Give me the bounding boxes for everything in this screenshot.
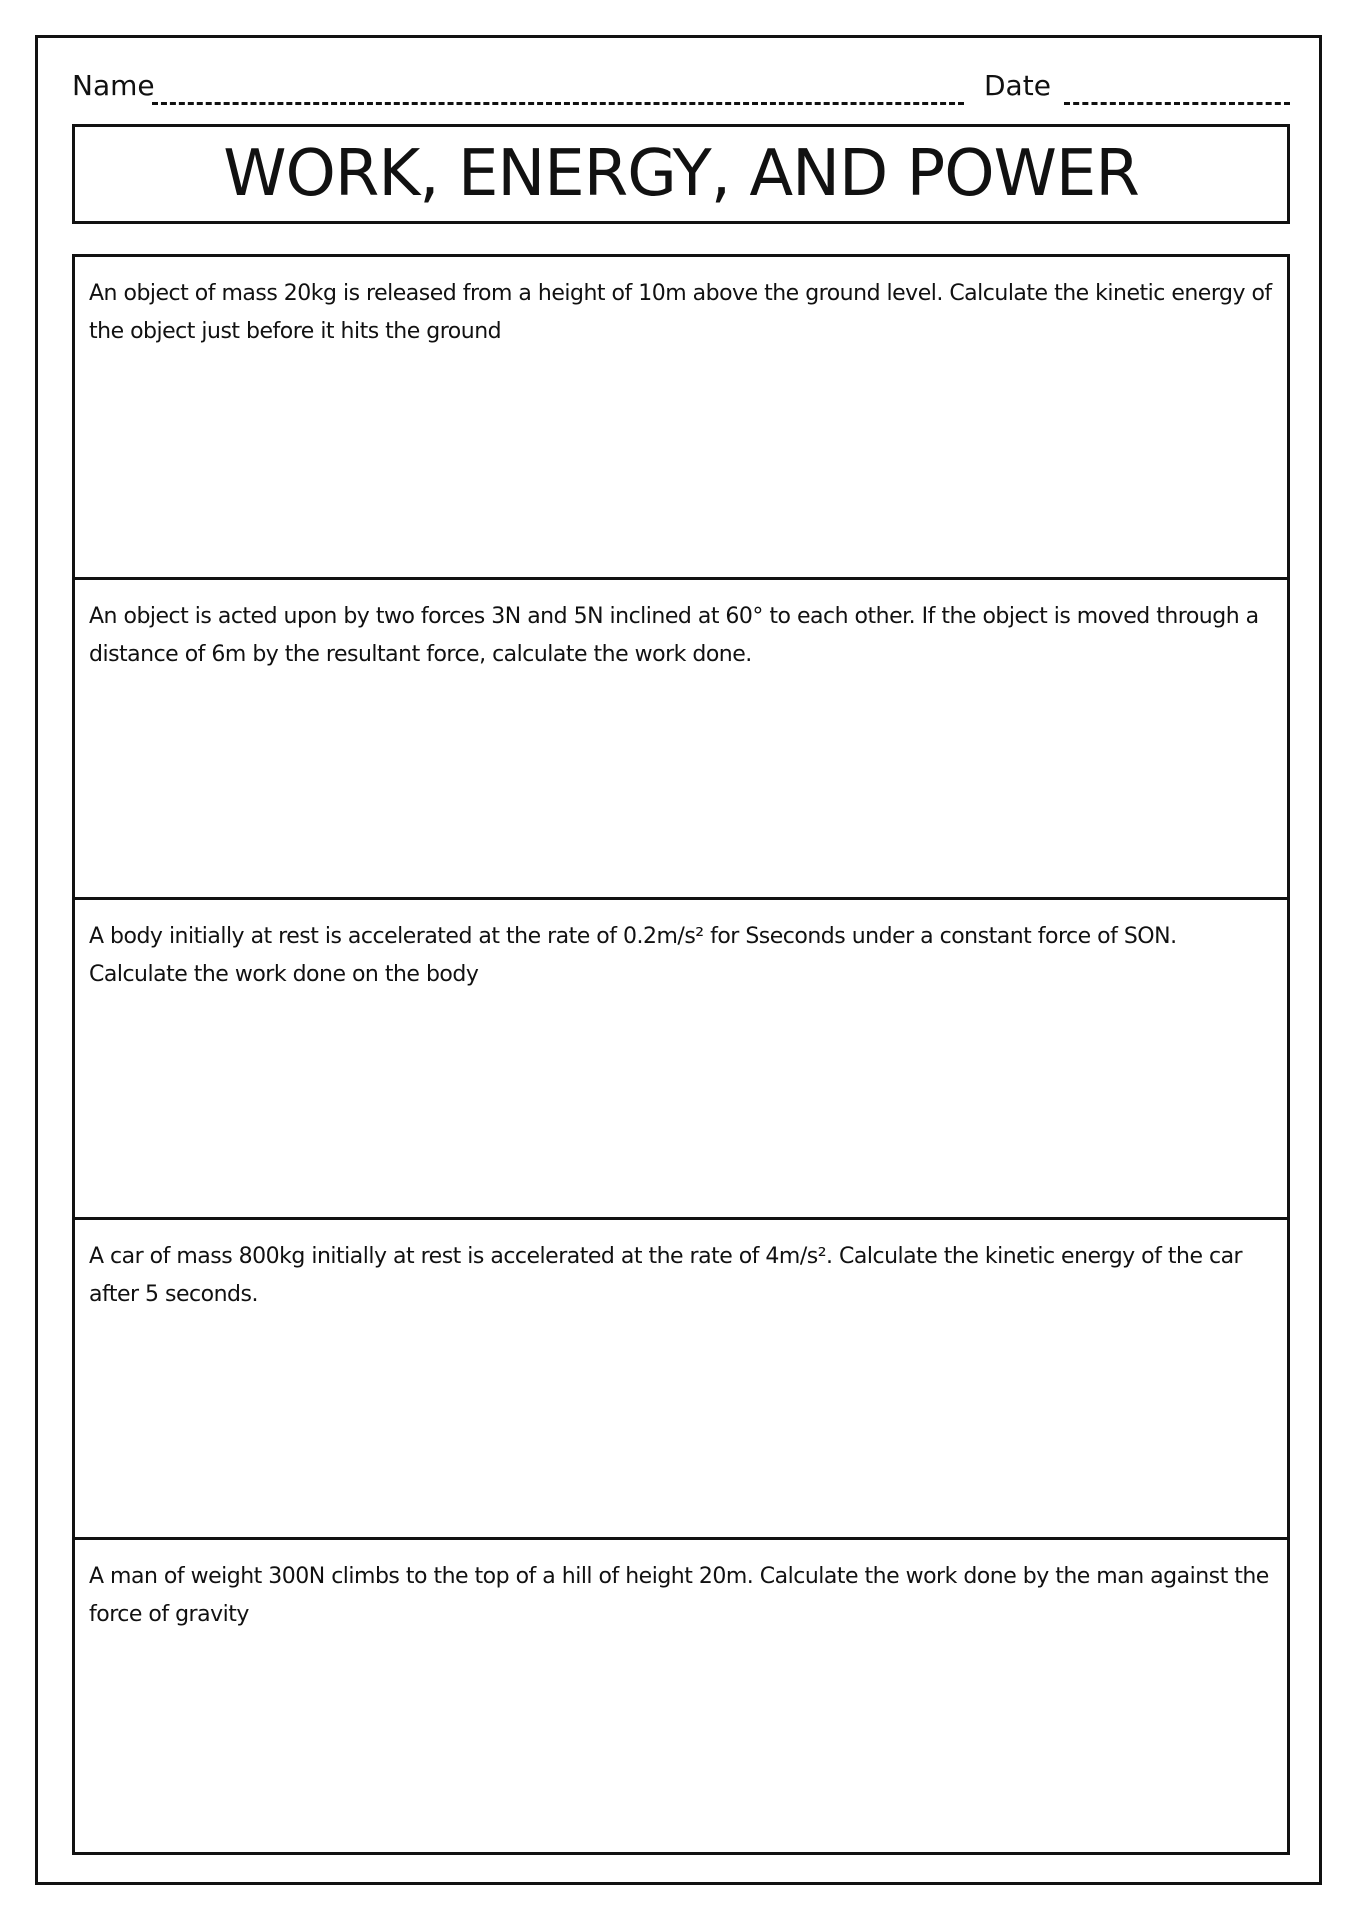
question-box[interactable] [75, 1217, 1287, 1537]
question-text: An object of mass 20kg is released from a height of 10m above the ground level. Calculate the kinetic energy of the object just before it hits the ground [89, 281, 1272, 344]
question-text: An object is acted upon by two forces 3N and 5N inclined at 60° to each other. If the object is moved through a distance of 6m by the resultant force, calculate the work done. [89, 604, 1259, 667]
header-fields [72, 62, 1290, 112]
question-text: A car of mass 800kg initially at rest is accelerated at the rate of 4m/s². Calculate the kinetic energy of the car after 5 seconds. [89, 1244, 1243, 1307]
question-box[interactable] [75, 897, 1287, 1217]
date-field[interactable] [1064, 102, 1290, 105]
question-text: A man of weight 300N climbs to the top of a hill of height 20m. Calculate the work done by the man against the force of gravity [89, 1564, 1269, 1627]
worksheet-title: WORK, ENERGY, AND POWER [223, 137, 1139, 211]
name-field[interactable] [152, 102, 964, 105]
date-label: Date [984, 69, 1051, 102]
questions-table [72, 254, 1290, 1855]
name-label: Name [72, 69, 155, 102]
question-box[interactable] [75, 1537, 1287, 1852]
question-box[interactable] [75, 577, 1287, 897]
title-box [72, 124, 1290, 224]
question-box[interactable] [75, 257, 1287, 577]
question-text: A body initially at rest is accelerated at the rate of 0.2m/s² for Sseconds under a constant force of SON. Calculate the work done on the body [89, 924, 1177, 987]
